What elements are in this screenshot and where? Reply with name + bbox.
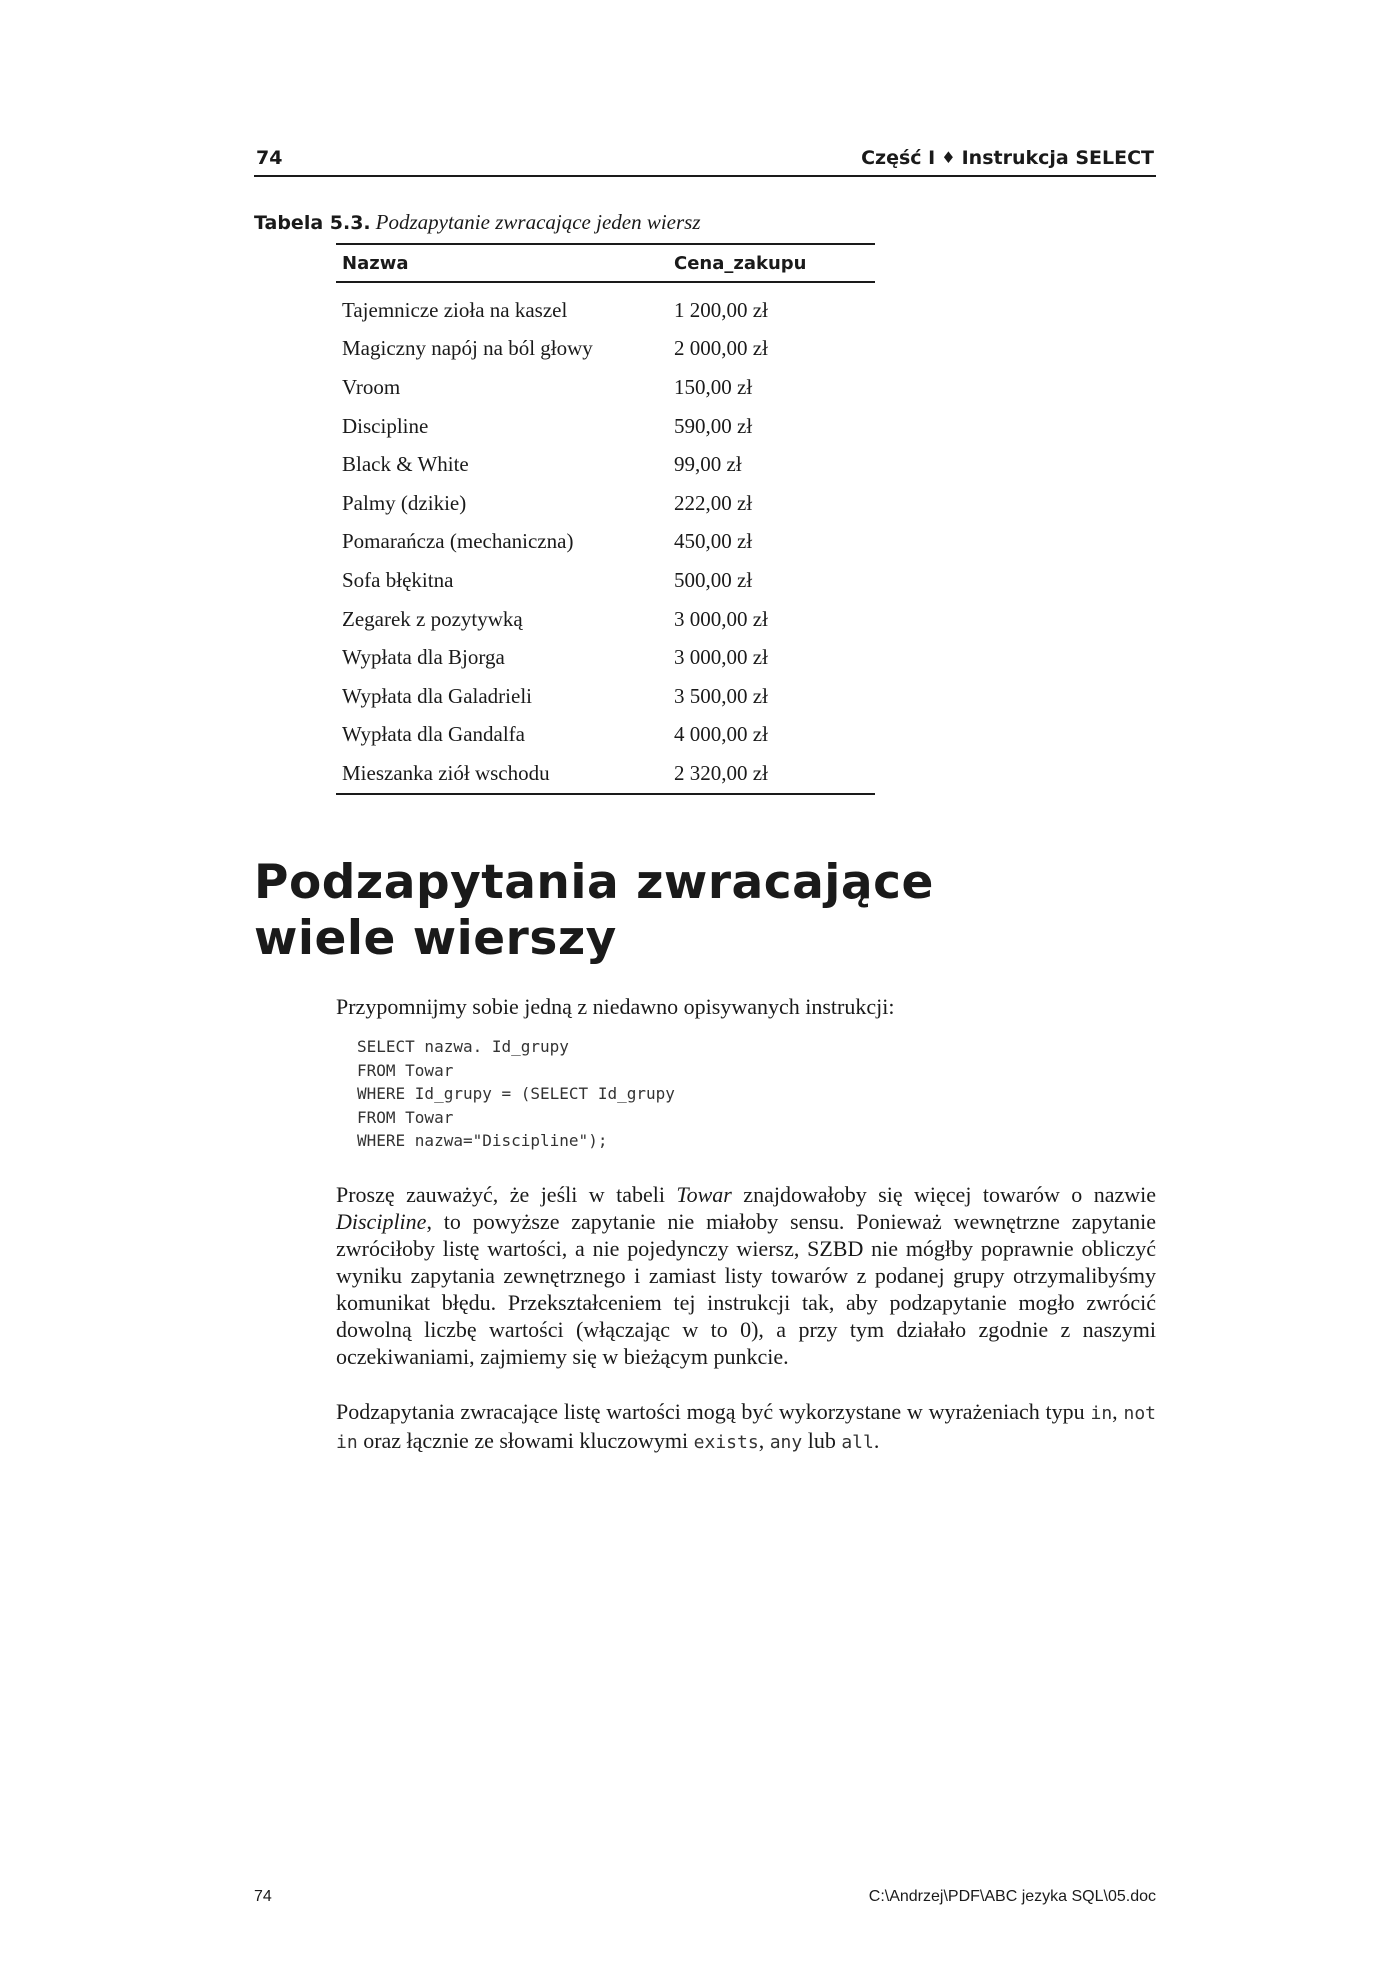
table-row	[336, 368, 875, 407]
cell-cena: 450,00 zł	[674, 529, 753, 554]
cell-cena: 590,00 zł	[674, 413, 753, 438]
paragraph-text: lub	[802, 1428, 842, 1453]
cell-nazwa: Wypłata dla Bjorga	[342, 645, 505, 670]
table-row	[336, 330, 875, 369]
table-header-row	[336, 244, 875, 282]
table-row	[336, 445, 875, 484]
table-body	[336, 282, 875, 794]
table-row	[336, 484, 875, 523]
code-line: FROM Towar	[357, 1107, 454, 1127]
diamond-separator-icon: ♦	[941, 148, 956, 167]
section-heading-line2: wiele wierszy	[254, 911, 617, 966]
cell-nazwa: Discipline	[342, 413, 429, 438]
body-paragraph-1	[336, 1181, 1156, 1370]
paragraph-text: Proszę zauważyć, że jeśli w tabeli	[336, 1182, 677, 1207]
table-row	[336, 754, 875, 794]
cell-nazwa: Tajemnicze zioła na kaszel	[342, 297, 568, 322]
paragraph-text: oraz łącznie ze słowami kluczowymi	[357, 1428, 694, 1453]
table-row	[336, 677, 875, 716]
table-row	[336, 638, 875, 677]
footer-page-number: 74	[254, 1888, 272, 1905]
cell-nazwa: Mieszanka ziół wschodu	[336, 754, 668, 794]
header-page-number: 74	[256, 147, 283, 169]
code-line: WHERE nazwa="Discipline");	[357, 1131, 608, 1150]
cell-cena: 3 000,00 zł	[674, 606, 768, 631]
sql-code-listing	[357, 1035, 675, 1153]
header-part: Część I	[861, 147, 936, 169]
cell-cena: 222,00 zł	[674, 490, 753, 515]
cell-nazwa: Pomarańcza (mechaniczna)	[342, 529, 574, 554]
cell-cena: 500,00 zł	[674, 567, 753, 592]
paragraph-text: znajdowałoby się więcej towarów o nazwie	[731, 1182, 1156, 1207]
price-table	[336, 243, 875, 795]
table-row	[336, 282, 875, 330]
cell-cena: 4 000,00 zł	[674, 722, 768, 747]
cell-nazwa: Black & White	[342, 452, 469, 477]
keyword-not-in: not in	[336, 1403, 1156, 1453]
keyword-all: all	[841, 1432, 874, 1453]
keyword-any: any	[769, 1432, 803, 1453]
cell-nazwa: Magiczny napój na ból głowy	[342, 336, 593, 361]
running-head	[254, 145, 1156, 177]
column-header-cena: Cena_zakupu	[668, 244, 875, 282]
section-heading	[254, 855, 934, 967]
cell-nazwa: Palmy (dzikie)	[342, 490, 467, 515]
column-header-nazwa: Nazwa	[336, 244, 668, 282]
body-paragraph-2	[336, 1398, 1156, 1456]
cell-nazwa: Sofa błękitna	[342, 567, 454, 592]
table-caption-label: Tabela 5.3.	[254, 212, 371, 234]
paragraph-text: ,	[758, 1428, 770, 1453]
cell-nazwa: Zegarek z pozytywką	[342, 606, 523, 631]
cell-cena: 3 000,00 zł	[674, 645, 768, 670]
table-row	[336, 523, 875, 562]
table-caption	[254, 210, 701, 235]
table-row	[336, 407, 875, 446]
cell-cena: 1 200,00 zł	[674, 297, 768, 322]
code-line: FROM Towar	[357, 1060, 454, 1080]
cell-cena: 99,00 zł	[674, 452, 742, 477]
cell-nazwa: Wypłata dla Galadrieli	[342, 683, 532, 708]
cell-cena: 2 320,00 zł	[668, 754, 875, 794]
cell-cena: 2 000,00 zł	[674, 336, 768, 361]
paragraph-text: .	[873, 1428, 880, 1453]
table-row	[336, 716, 875, 755]
code-line: SELECT nazwa. Id_grupy	[357, 1037, 569, 1056]
paragraph-text: Podzapytania zwracające listę wartości mogą być wykorzystane w wyrażeniach typu	[336, 1399, 1091, 1424]
code-line: WHERE Id_grupy = (SELECT Id_grupy	[357, 1084, 675, 1103]
keyword-in: in	[1090, 1403, 1113, 1424]
header-part-title	[861, 147, 1154, 169]
section-heading-line1: Podzapytania zwracające	[254, 855, 934, 910]
cell-cena: 150,00 zł	[674, 374, 753, 399]
paragraph-text: , to powyższe zapytanie nie miałoby sensu. Ponieważ wewnętrzne zapytanie zwróciłoby listę wartości, a nie pojedynczy wiersz, SZBD nie mógłby poprawnie obliczyć wyniku zapytania zewnętrznego i zamiast listy towarów z podanej grupy otrzymalibyśmy komunikat błędu. Przekształceniem tej instrukcji tak, aby podzapytanie mogło zwrócić dowolną liczbę wartości (włączając w to 0), a przy tym działało zgodnie z naszymi oczekiwaniami, zajmiemy się w bieżącym punkcie.	[336, 1209, 1156, 1369]
intro-paragraph: Przypomnijmy sobie jedną z niedawno opisywanych instrukcji:	[336, 994, 895, 1019]
table-row	[336, 561, 875, 600]
header-section: Instrukcja SELECT	[961, 147, 1154, 169]
cell-cena: 3 500,00 zł	[674, 683, 768, 708]
paragraph-text: ,	[1112, 1399, 1124, 1424]
table-name-italic: Towar	[676, 1182, 732, 1207]
table-row	[336, 600, 875, 639]
product-name-italic: Discipline	[336, 1209, 427, 1234]
cell-nazwa: Wypłata dla Gandalfa	[342, 722, 525, 747]
cell-nazwa: Vroom	[342, 374, 401, 399]
footer-file-path: C:\Andrzej\PDF\ABC jezyka SQL\05.doc	[868, 1888, 1156, 1905]
keyword-exists: exists	[693, 1432, 759, 1453]
table-caption-title: Podzapytanie zwracające jeden wiersz	[375, 210, 701, 234]
